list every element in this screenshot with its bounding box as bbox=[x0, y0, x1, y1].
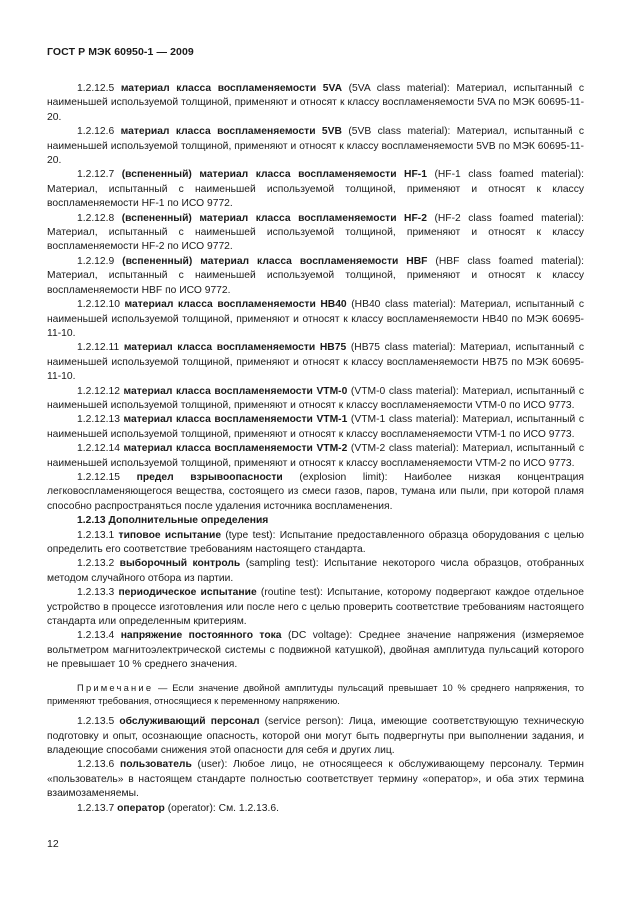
definition-text: (HB75 class material): Материал, испытанный с наименьшей используемой толщиной, применяют и относят к классу воспламеняемости HB75 по МЭК 60695-11-10. bbox=[47, 342, 584, 383]
definition-text: (HF-1 class foamed material): Материал, испытанный с наименьшей используемой толщиной, применяют и относят к классу воспламеняемости HF-1 по ИСО 9772. bbox=[47, 169, 584, 210]
clause-number: 1.2.12.15 bbox=[77, 471, 120, 483]
definition-text: (explosion limit): Наиболее низкая концентрация легковоспламеняющегося вещества, состоящего из смеси газов, паров, тумана или пыли, при которой пламя способно распространяться после удаления источника воспламенения. bbox=[47, 471, 584, 512]
clause-number: 1.2.12.6 bbox=[77, 126, 115, 138]
definition-paragraph bbox=[47, 413, 584, 442]
note-label: Примечание bbox=[77, 681, 154, 693]
note-text: — Если значение двойной амплитуды пульсаций превышает 10 % среднего напряжения, то применяют требования, относящиеся к переменному напряжению. bbox=[47, 681, 584, 707]
term: предел взрывоопасности bbox=[136, 471, 283, 483]
clause-number: 1.2.12.10 bbox=[77, 299, 120, 311]
definition-text: (HB40 class material): Материал, испытанный с наименьшей используемой толщиной, применяют и относят к классу воспламеняемости HB40 по МЭК 60695-11-10. bbox=[47, 299, 584, 339]
definition-text: (user): Любое лицо, не относящееся к обслуживающему персоналу. Термин «пользователь» в настоящем стандарте полностью соответствует термину «оператор», и оба этих термина взаимозаменяемы. bbox=[47, 759, 584, 800]
clause-number: 1.2.12.12 bbox=[77, 385, 120, 397]
definition-text: (type test): Испытание предоставленного образца оборудования с целью определить его соответствие требованиям настоящего стандарта. bbox=[47, 529, 584, 555]
definition-paragraph bbox=[47, 629, 584, 672]
definition-text: (VTM-2 class material): Материал, испытанный с наименьшей используемой толщиной, применяют и относят к классу воспламеняемости VTM-2 по ИСО 9773. bbox=[47, 443, 584, 469]
definition-text: (operator): См. 1.2.13.6. bbox=[164, 802, 279, 814]
document-body bbox=[47, 82, 584, 816]
term: материал класса воспламеняемости VTM-0 bbox=[123, 385, 348, 397]
definition-paragraph bbox=[47, 557, 584, 586]
definition-paragraph bbox=[47, 255, 584, 298]
clause-number: 1.2.13.2 bbox=[77, 558, 115, 570]
term: (вспененный) материал класса воспламеняемости HF-2 bbox=[121, 212, 427, 224]
definition-text: (HBF class foamed material): Материал, испытанный с наименьшей используемой толщиной, применяют и относят к классу воспламеняемости HBF по ИСО 9772. bbox=[47, 255, 584, 296]
clause-number: 1.2.13.6 bbox=[77, 759, 115, 771]
term: материал класса воспламеняемости HB40 bbox=[124, 299, 347, 311]
definition-text: (routine test): Испытание, которому подвергают каждое отдельное устройство в процессе изготовления или после него с целью проверить соответствие требованиям настоящего стандарта или определенным критериям. bbox=[47, 587, 584, 628]
term: (вспененный) материал класса воспламеняемости HBF bbox=[122, 255, 428, 267]
definition-paragraph bbox=[47, 82, 584, 125]
term: пользователь bbox=[119, 759, 192, 771]
clause-number: 1.2.12.8 bbox=[77, 212, 115, 224]
definition-paragraph bbox=[47, 125, 584, 168]
definition-text: (DC voltage): Среднее значение напряжения (измеряемое вольтметром магнитоэлектрической системы с подвижной катушкой), двойная амплитуда пульсаций которого не превышает 10 % среднего значения. bbox=[47, 630, 584, 671]
term: обслуживающий персонал bbox=[119, 716, 260, 728]
term: типовое испытание bbox=[118, 529, 222, 541]
term: материал класса воспламеняемости 5VB bbox=[120, 126, 342, 138]
definition-paragraph bbox=[47, 529, 584, 558]
clause-number: 1.2.12.7 bbox=[77, 169, 115, 181]
clause-number: 1.2.13.1 bbox=[77, 529, 115, 541]
note bbox=[47, 681, 584, 709]
definition-paragraph bbox=[47, 586, 584, 629]
definition-text: (5VA class material): Материал, испытанный с наименьшей используемой толщиной, применяют и относят к классу воспламеняемости 5VA по МЭК 60695-11-20. bbox=[47, 83, 584, 123]
definition-paragraph bbox=[47, 471, 584, 514]
definition-paragraph bbox=[47, 298, 584, 341]
definition-paragraph bbox=[47, 168, 584, 211]
term: напряжение постоянного тока bbox=[120, 630, 282, 642]
term: материал класса воспламеняемости VTM-2 bbox=[123, 443, 348, 455]
clause-number: 1.2.12.5 bbox=[77, 83, 115, 94]
clause-number: 1.2.13.3 bbox=[77, 587, 115, 599]
definitions-list-1 bbox=[47, 82, 584, 673]
page-number: 12 bbox=[47, 838, 59, 850]
clause-number: 1.2.12.14 bbox=[77, 443, 120, 455]
term: 1.2.13 Дополнительные определения bbox=[77, 515, 269, 527]
definition-paragraph bbox=[47, 385, 584, 414]
definition-paragraph bbox=[47, 802, 584, 816]
term: выборочный контроль bbox=[119, 558, 241, 570]
definition-paragraph bbox=[47, 514, 584, 528]
definition-text: (VTM-1 class material): Материал, испытанный с наименьшей используемой толщиной, применяют и относят к классу воспламеняемости VTM-1 по ИСО 9773. bbox=[47, 414, 584, 440]
clause-number: 1.2.12.9 bbox=[77, 255, 115, 267]
definitions-list-2 bbox=[47, 715, 584, 816]
definition-text: (sampling test): Испытание некоторого числа образцов, отобранных методом случайного отбора из партии. bbox=[47, 558, 584, 584]
clause-number: 1.2.13.5 bbox=[77, 716, 115, 728]
definition-paragraph bbox=[47, 758, 584, 801]
definition-text: (HF-2 class foamed material): Материал, испытанный с наименьшей используемой толщиной, применяют и относят к классу воспламеняемости HF-2 по ИСО 9772. bbox=[47, 212, 584, 253]
definition-paragraph bbox=[47, 715, 584, 758]
term: материал класса воспламеняемости HB75 bbox=[123, 342, 347, 354]
clause-number: 1.2.12.13 bbox=[77, 414, 120, 426]
definition-paragraph bbox=[47, 442, 584, 471]
definition-text: (service person): Лица, имеющие соответствующую техническую подготовку и опыт, осознающие опасность, которой они могут быть подвергнуты при выполнении задания, и владеющие способами снижения этой опасности для себя и других лиц. bbox=[47, 716, 584, 757]
definition-text: (5VB class material): Материал, испытанный с наименьшей используемой толщиной, применяют и относят к классу воспламеняемости 5VB по МЭК 60695-11-20. bbox=[47, 126, 584, 167]
clause-number: 1.2.13.7 bbox=[77, 802, 115, 814]
term: материал класса воспламеняемости 5VA bbox=[120, 83, 343, 94]
document-header: ГОСТ Р МЭК 60950-1 — 2009 bbox=[47, 46, 194, 58]
definition-paragraph bbox=[47, 212, 584, 255]
term: периодическое испытание bbox=[118, 587, 257, 599]
clause-number: 1.2.13.4 bbox=[77, 630, 115, 642]
term: (вспененный) материал класса воспламеняемости HF-1 bbox=[121, 169, 427, 181]
definition-text: (VTM-0 class material): Материал, испытанный с наименьшей используемой толщиной, применяют и относят к классу воспламеняемости VTM-0 по ИСО 9773. bbox=[47, 385, 584, 411]
definition-paragraph bbox=[47, 341, 584, 384]
clause-number: 1.2.12.11 bbox=[77, 342, 120, 354]
term: материал класса воспламеняемости VTM-1 bbox=[123, 414, 348, 426]
term: оператор bbox=[117, 802, 165, 814]
